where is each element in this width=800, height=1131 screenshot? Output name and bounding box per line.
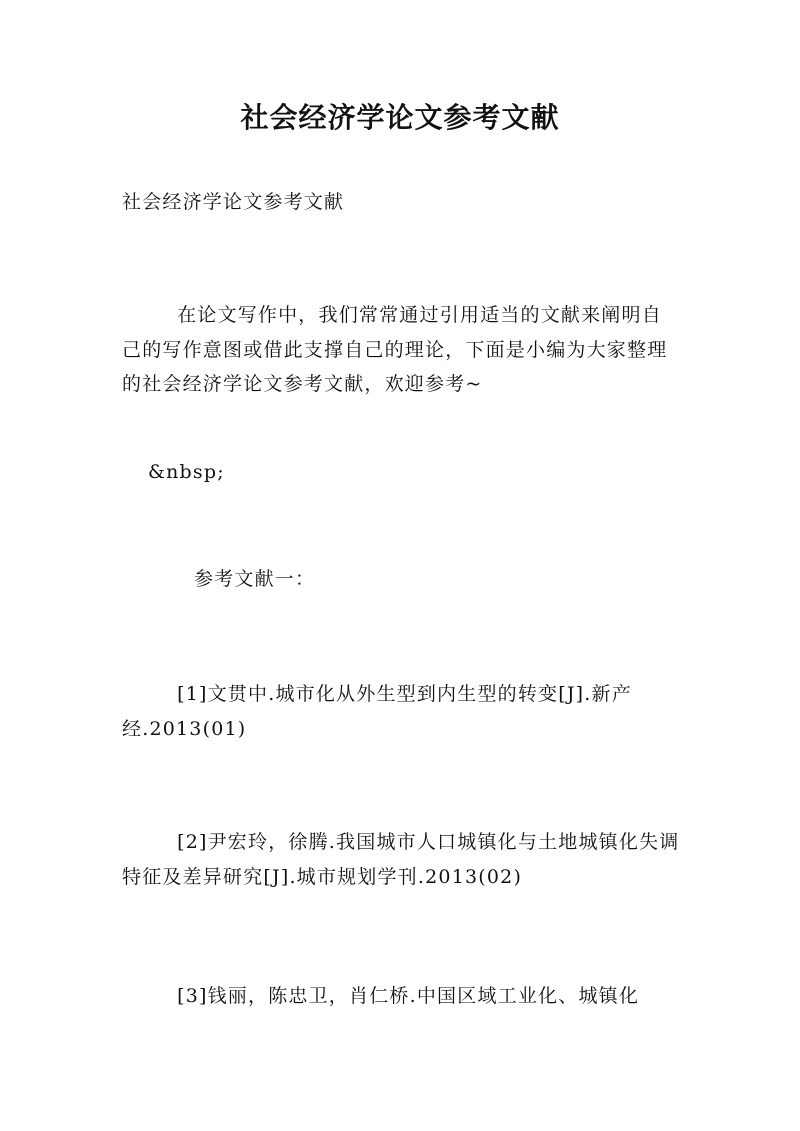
section-heading: 参考文献一： [194, 568, 316, 590]
document-subtitle: 社会经济学论文参考文献 [122, 191, 345, 213]
document-title: 社会经济学论文参考文献 [240, 101, 560, 134]
reference-item-3: [3]钱丽，陈忠卫，肖仁桥.中国区域工业化、城镇化 [177, 985, 640, 1007]
intro-paragraph: 在论文写作中，我们常常通过引用适当的文献来阐明自己的写作意图或借此支撑自己的理论，下面是小编为大家整理的社会经济学论文参考文献，欢迎参考~ [122, 304, 668, 395]
nbsp-text-line: &nbsp; [148, 461, 225, 483]
reference-item-1: [1]文贯中.城市化从外生型到内生型的转变[J].新产经.2013(01) [122, 683, 632, 740]
reference-item-2: [2]尹宏玲，徐腾.我国城市人口城镇化与土地城镇化失调特征及差异研究[J].城市规划学刊.2013(02) [122, 831, 680, 888]
